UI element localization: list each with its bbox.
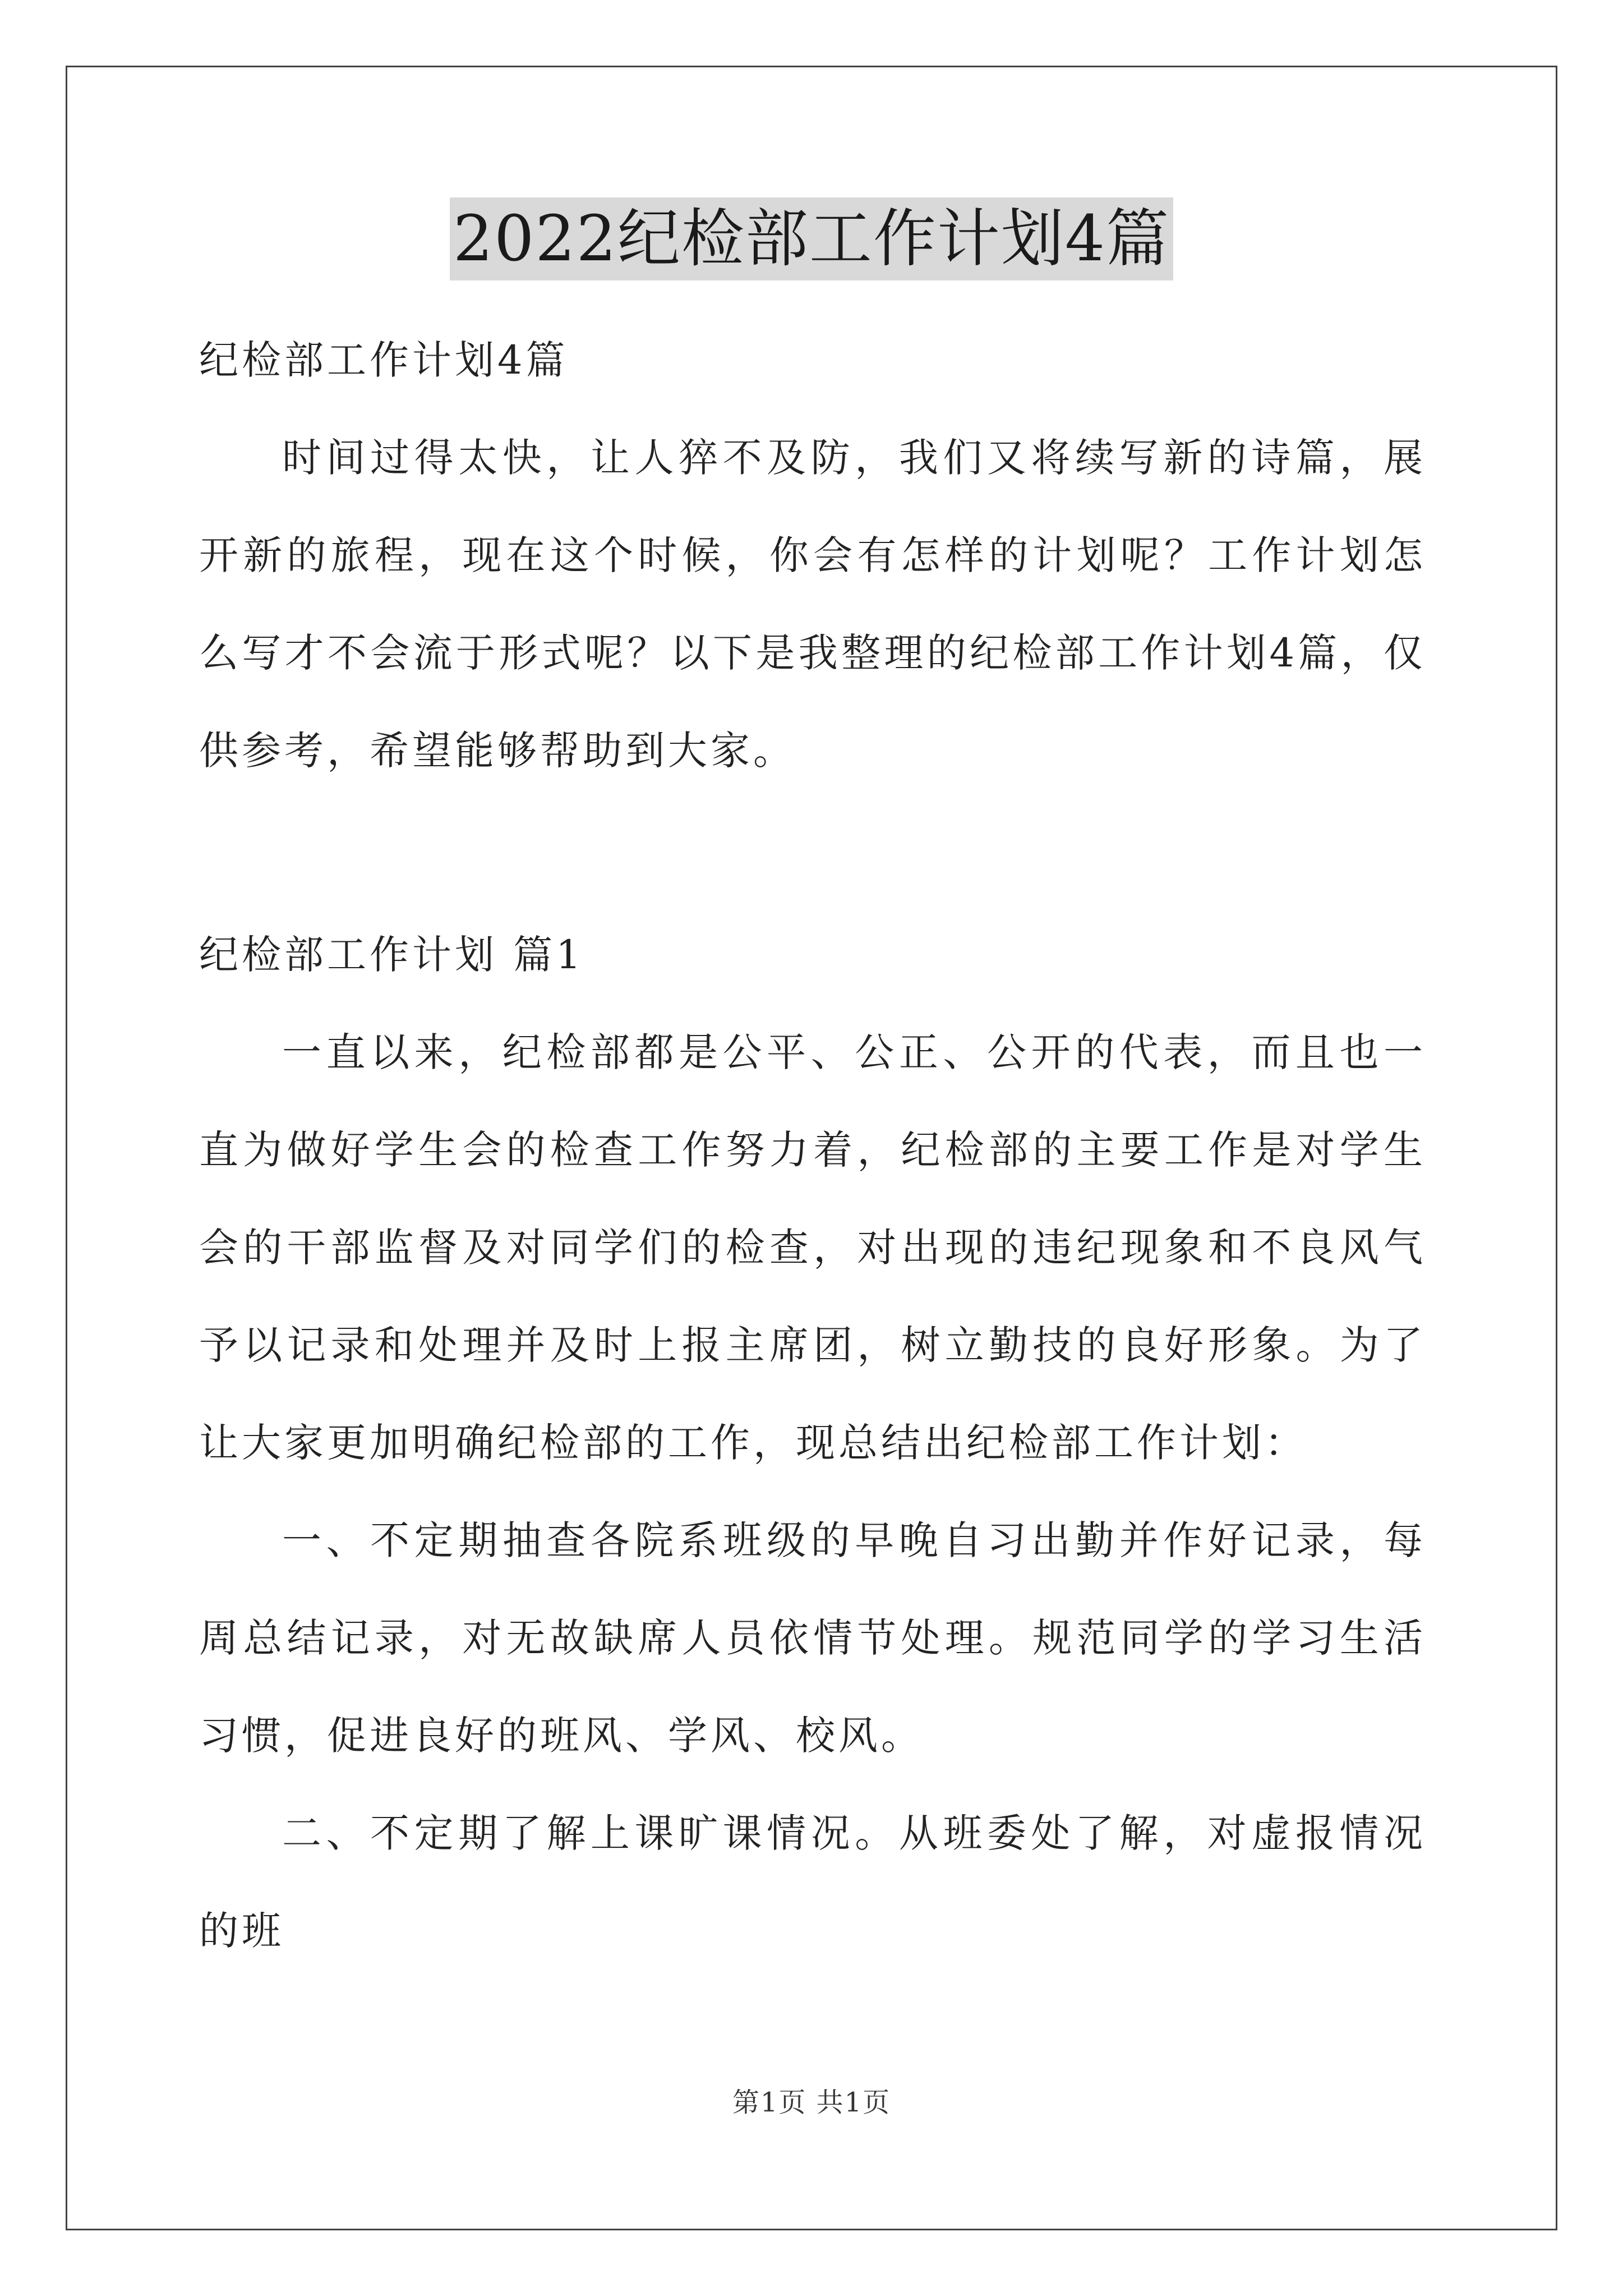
document-title: 2022纪检部工作计划4篇 — [450, 197, 1173, 280]
body-paragraph: 一直以来，纪检部都是公平、公正、公开的代表，而且也一直为做好学生会的检查工作努力着，纪检部的主要工作是对学生会的干部监督及对同学们的检查，对出现的违纪现象和不良风气予以记录和处理并及时上报主席团，树立勤技的良好形象。为了让大家更加明确纪检部的工作，现总结出纪检部工作计划： — [199, 1029, 1426, 1466]
intro-paragraph: 时间过得太快，让人猝不及防，我们又将续写新的诗篇，展开新的旅程，现在这个时候，你会有怎样的计划呢？工作计划怎么写才不会流于形式呢？以下是我整理的纪检部工作计划4篇，仅供参考，希望能够帮助到大家。 — [199, 435, 1426, 774]
body-paragraph: 一、不定期抽查各院系班级的早晚自习出勤并作好记录，每周总结记录，对无故缺席人员依情节处理。规范同学的学习生活习惯，促进良好的班风、学风、校风。 — [199, 1517, 1426, 1759]
section-gap — [199, 799, 1426, 906]
document-body — [199, 311, 1426, 1980]
document-subtitle: 纪检部工作计划4篇 — [199, 337, 569, 383]
title-container — [0, 197, 1623, 280]
section-heading: 纪检部工作计划 篇1 — [199, 932, 584, 978]
body-paragraph: 二、不定期了解上课旷课情况。从班委处了解，对虚报情况的班 — [199, 1810, 1426, 1954]
page-footer: 第1页 共1页 — [732, 2087, 891, 2118]
